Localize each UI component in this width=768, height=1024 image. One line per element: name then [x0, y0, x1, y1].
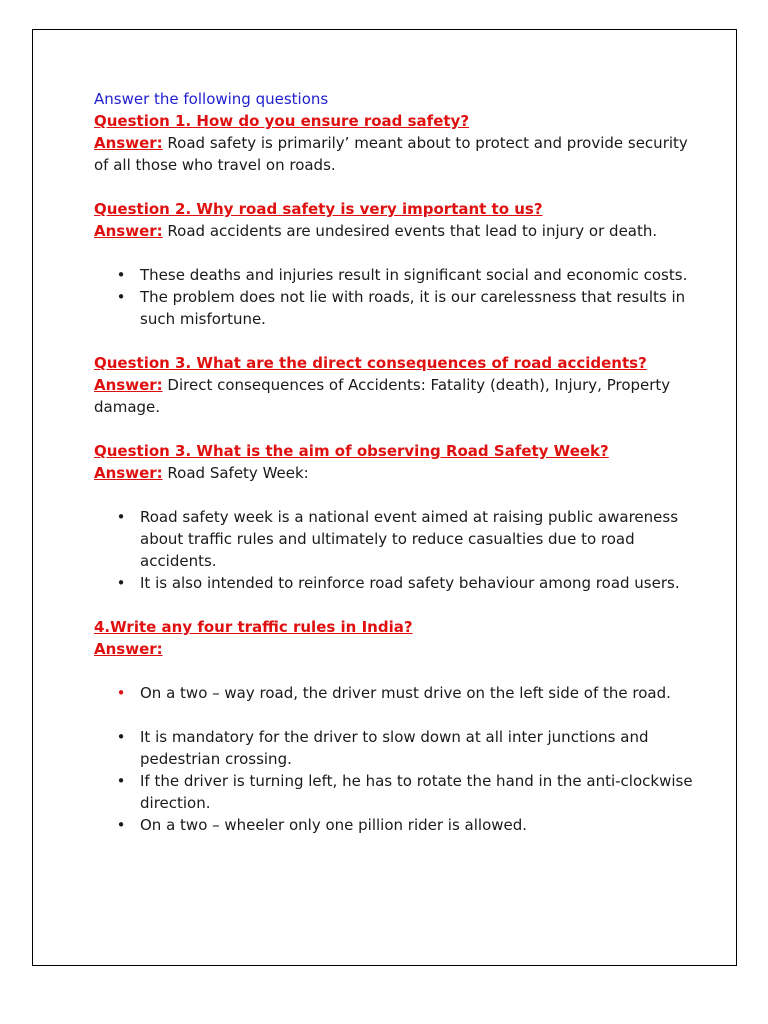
bullet-icon: •	[116, 266, 126, 284]
answer-2-bullet-list	[94, 264, 694, 330]
question-5: 4.Write any four traffic rules in India?	[94, 618, 413, 636]
answer-4-text: Road Safety Week:	[162, 464, 309, 482]
answer-3	[94, 374, 694, 418]
list-item: • It is mandatory for the driver to slow down at all inter junctions and pedestrian crossing.	[116, 728, 649, 768]
answer-1-text: Road safety is primarily’ meant about to protect and provide security of all those who travel on roads.	[94, 134, 688, 174]
answer-label: Answer:	[94, 640, 163, 658]
answer-label: Answer:	[94, 464, 163, 482]
bullet-icon: •	[116, 574, 126, 592]
answer-label: Answer:	[94, 222, 163, 240]
question-1: Question 1. How do you ensure road safety?	[94, 112, 470, 130]
answer-5-bullet-list-b	[94, 726, 694, 836]
list-item: • If the driver is turning left, he has to rotate the hand in the anti-clockwise direction.	[116, 772, 693, 812]
answer-3-text: Direct consequences of Accidents: Fatality (death), Injury, Property damage.	[94, 376, 671, 416]
bullet-icon: •	[116, 816, 126, 834]
question-2: Question 2. Why road safety is very important to us?	[94, 200, 543, 218]
answer-2	[94, 220, 694, 242]
answer-4-bullet-list	[94, 506, 694, 594]
document-page	[32, 29, 737, 966]
bullet-icon: •	[116, 288, 126, 306]
bullet-icon: •	[116, 508, 126, 526]
answer-1	[94, 132, 694, 176]
list-item: • It is also intended to reinforce road safety behaviour among road users.	[116, 574, 680, 592]
answer-label: Answer:	[94, 134, 163, 152]
list-item: • On a two – wheeler only one pillion rider is allowed.	[116, 816, 528, 834]
answer-2-text: Road accidents are undesired events that lead to injury or death.	[162, 222, 658, 240]
question-3: Question 3. What are the direct consequences of road accidents?	[94, 354, 647, 372]
document-content	[94, 88, 694, 836]
list-item: • On a two – way road, the driver must drive on the left side of the road.	[116, 684, 671, 702]
answer-5-bullet-list-a	[94, 682, 694, 704]
bullet-icon: •	[116, 728, 126, 746]
answer-label: Answer:	[94, 376, 163, 394]
answer-4	[94, 462, 694, 484]
bullet-icon: •	[116, 684, 126, 702]
list-item: • These deaths and injuries result in significant social and economic costs.	[116, 266, 688, 284]
bullet-icon: •	[116, 772, 126, 790]
list-item: • The problem does not lie with roads, it is our carelessness that results in such misfortune.	[116, 288, 686, 328]
answer-5	[94, 638, 694, 660]
list-item: • Road safety week is a national event aimed at raising public awareness about traffic rules and ultimately to reduce casualties due to road accidents.	[116, 508, 679, 570]
question-4: Question 3. What is the aim of observing Road Safety Week?	[94, 442, 609, 460]
intro-text: Answer the following questions	[94, 90, 329, 108]
